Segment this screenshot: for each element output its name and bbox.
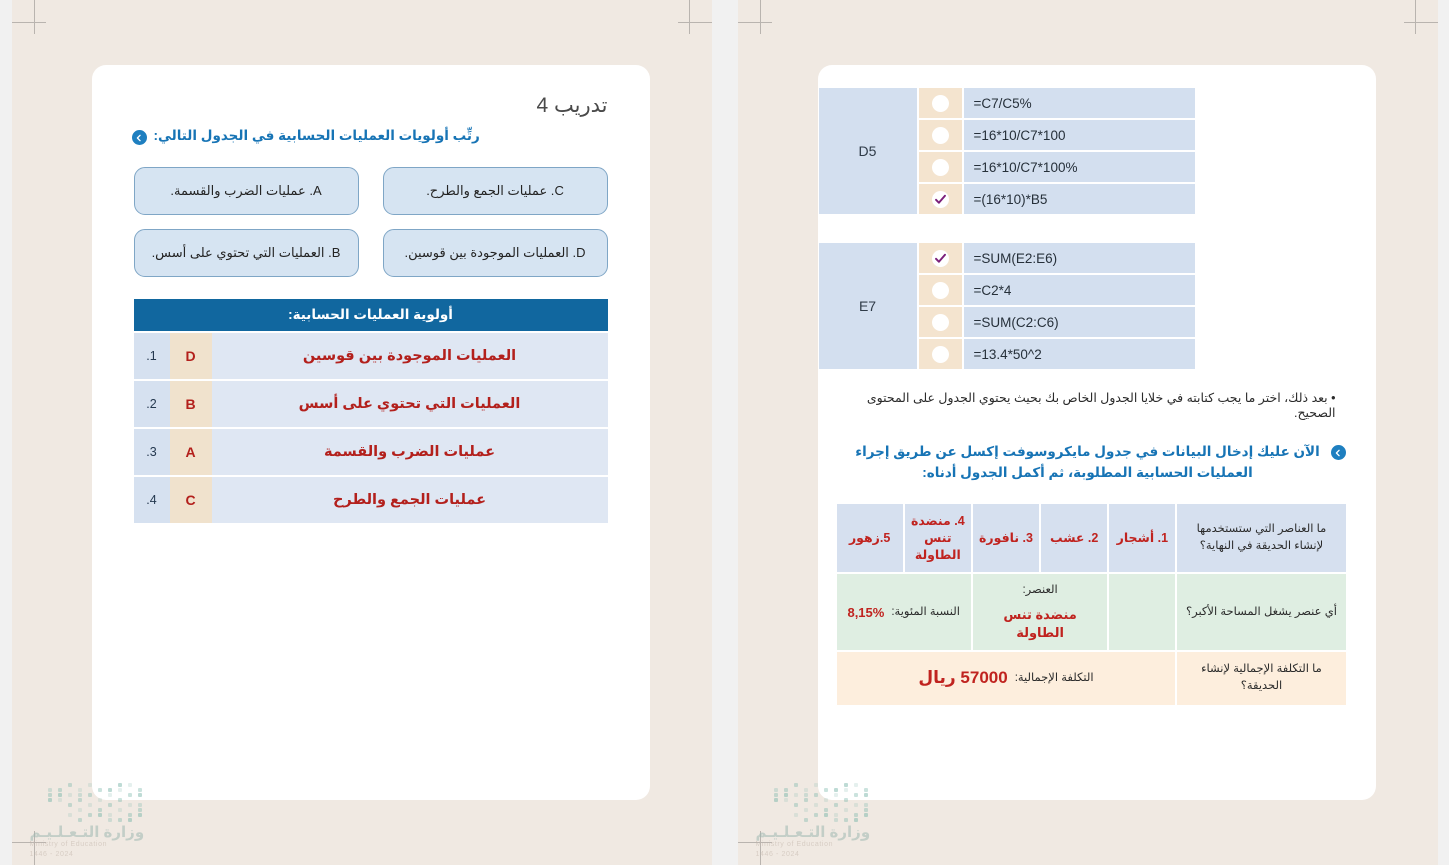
note-text: • بعد ذلك، اختر ما يجب كتابته في خلايا الجدول الخاص بك بحيث يحتوي الجدول على المحتوى الصحيح.	[866, 391, 1336, 420]
right-page	[12, 0, 712, 865]
garden-percent-answer	[837, 574, 971, 650]
priority-number: .3	[134, 429, 170, 475]
formula-text: =13.4*50^2	[963, 338, 1196, 370]
logo-year: 2024 - 1446	[755, 851, 800, 858]
priority-number: .2	[134, 381, 170, 427]
crop-mark	[738, 22, 772, 23]
radio-unselected-icon[interactable]	[932, 346, 949, 363]
cost-value: 57000 ريال	[918, 667, 1008, 687]
radio-unselected-icon[interactable]	[932, 159, 949, 176]
formula-option-selector[interactable]	[918, 87, 963, 119]
question-text: رتِّب أولويات العمليات الحسابية في الجدول التالي:	[153, 128, 480, 143]
left-page-sheet	[818, 65, 1376, 800]
priority-letter: C	[170, 477, 212, 523]
garden-question-2: أي عنصر يشغل المساحة الأكبر؟	[1177, 574, 1345, 650]
crop-mark	[678, 22, 712, 23]
formula-option-row[interactable]	[918, 119, 1196, 151]
formula-option-list	[918, 242, 1196, 370]
option-grid	[128, 167, 614, 277]
crop-mark	[12, 842, 46, 843]
logo-subtitle: Ministry of Education	[29, 841, 108, 848]
crop-mark	[738, 842, 772, 843]
priority-number: .4	[134, 477, 170, 523]
formula-option-row[interactable]	[918, 338, 1196, 370]
priority-letter: B	[170, 381, 212, 427]
checkmark-icon[interactable]	[932, 250, 949, 267]
table-row	[134, 429, 608, 475]
crop-mark	[760, 831, 761, 865]
formula-text: =SUM(E2:E6)	[963, 242, 1196, 274]
option-box-b[interactable]: B. العمليات التي تحتوي على أسس.	[134, 229, 359, 277]
priority-text: العمليات التي تحتوي على أسس	[212, 381, 608, 427]
formula-option-selector[interactable]	[918, 274, 963, 306]
instruction-text: الآن عليك إدخال البيانات في جدول مايكروسوفت إكسل عن طريق إجراء العمليات الحسابية المطلوبة، ثم أكمل الجدول أدناه:	[855, 444, 1320, 480]
checkmark-icon[interactable]	[932, 191, 949, 208]
priority-text: عمليات الضرب والقسمة	[212, 429, 608, 475]
page-title: تدريب 4	[536, 94, 608, 117]
formula-option-selector[interactable]	[918, 183, 963, 215]
priority-letter: A	[170, 429, 212, 475]
priority-table-wrapper	[128, 299, 614, 525]
element-label: العنصر:	[1022, 584, 1058, 597]
formula-block-e7	[818, 242, 1196, 370]
table-row	[134, 333, 608, 379]
garden-item: 4. منضدة تنس الطاولة	[905, 504, 971, 573]
crop-mark	[12, 22, 46, 23]
radio-unselected-icon[interactable]	[932, 127, 949, 144]
priority-letter: D	[170, 333, 212, 379]
formula-text: =16*10/C7*100	[963, 119, 1196, 151]
priority-table	[134, 331, 608, 525]
priority-text: العمليات الموجودة بين قوسين	[212, 333, 608, 379]
radio-unselected-icon[interactable]	[932, 314, 949, 331]
table-row	[134, 381, 608, 427]
logo-title: وزارة التـعـلـيـم	[755, 824, 871, 841]
formula-option-selector[interactable]	[918, 242, 963, 274]
table-row	[837, 504, 1346, 573]
crop-mark	[1415, 0, 1416, 34]
formula-text: =C7/C5%	[963, 87, 1196, 119]
element-value: منضدة تنس الطاولة	[1003, 606, 1077, 640]
left-page	[738, 0, 1438, 865]
table-row	[134, 477, 608, 523]
logo-year: 2024 - 1446	[29, 851, 74, 858]
option-box-a[interactable]: A. عمليات الضرب والقسمة.	[134, 167, 359, 215]
priority-text: عمليات الجمع والطرح	[212, 477, 608, 523]
crop-mark	[1404, 22, 1438, 23]
garden-item: 3. نافورة	[973, 504, 1039, 573]
garden-item: 2. عشب	[1041, 504, 1107, 573]
question-block	[128, 127, 614, 145]
formula-option-row[interactable]	[918, 306, 1196, 338]
formula-text: =16*10/C7*100%	[963, 151, 1196, 183]
crop-mark	[689, 0, 690, 34]
garden-empty-cell	[1109, 574, 1175, 650]
garden-cost-answer	[837, 652, 1176, 705]
right-page-sheet	[92, 65, 650, 800]
formula-cell-label: D5	[818, 87, 918, 215]
formula-option-row[interactable]	[918, 183, 1196, 215]
garden-element-answer	[973, 574, 1107, 650]
crop-mark	[34, 831, 35, 865]
formula-option-row[interactable]	[918, 151, 1196, 183]
formula-option-row[interactable]	[918, 87, 1196, 119]
radio-unselected-icon[interactable]	[932, 282, 949, 299]
logo-title: وزارة التـعـلـيـم	[29, 824, 145, 841]
garden-question-3: ما التكلفة الإجمالية لإنشاء الحديقة؟	[1177, 652, 1345, 705]
priority-table-header: أولوية العمليات الحسابية:	[134, 299, 608, 331]
right-page-content	[92, 65, 650, 800]
formula-option-selector[interactable]	[918, 119, 963, 151]
formula-text: =(16*10)*B5	[963, 183, 1196, 215]
formula-block-d5	[818, 87, 1196, 215]
garden-item: 5.زهور	[837, 504, 903, 573]
instruction-block	[846, 442, 1348, 484]
formula-text: =SUM(C2:C6)	[963, 306, 1196, 338]
priority-number: .1	[134, 333, 170, 379]
formula-text: =C2*4	[963, 274, 1196, 306]
percent-label: النسبة المئوية:	[891, 605, 960, 618]
garden-item: 1. أشجار	[1109, 504, 1175, 573]
crop-mark	[760, 0, 761, 34]
left-page-content	[818, 65, 1376, 800]
table-row	[837, 574, 1346, 650]
option-box-c[interactable]: C. عمليات الجمع والطرح.	[383, 167, 608, 215]
radio-unselected-icon[interactable]	[932, 95, 949, 112]
percent-value: 8,15%	[847, 604, 885, 620]
formula-option-row[interactable]	[918, 242, 1196, 274]
formula-option-selector[interactable]	[918, 306, 963, 338]
chevron-left-icon	[132, 130, 147, 145]
garden-table	[835, 502, 1348, 707]
logo-subtitle: Ministry of Education	[755, 841, 834, 848]
formula-option-selector[interactable]	[918, 338, 963, 370]
formula-option-selector[interactable]	[918, 151, 963, 183]
garden-question-1: ما العناصر التي ستستخدمها لإنشاء الحديقة في النهاية؟	[1177, 504, 1345, 573]
chevron-left-icon	[1331, 445, 1346, 460]
crop-mark	[34, 0, 35, 34]
cost-label: التكلفة الإجمالية:	[1014, 671, 1094, 684]
table-row	[837, 652, 1346, 705]
formula-cell-label: E7	[818, 242, 918, 370]
formula-option-row[interactable]	[918, 274, 1196, 306]
formula-option-list	[918, 87, 1196, 215]
option-box-d[interactable]: D. العمليات الموجودة بين قوسين.	[383, 229, 608, 277]
